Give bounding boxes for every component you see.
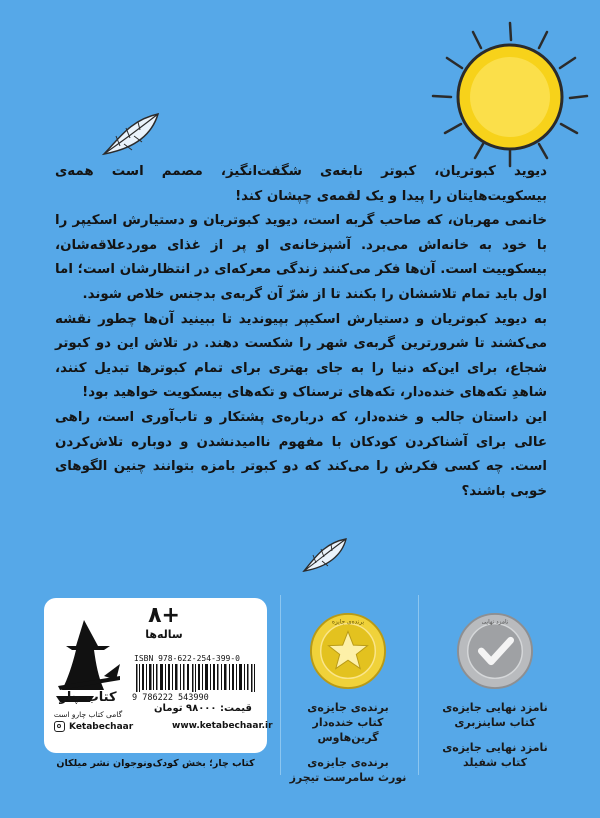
medal-label: نامزد نهایی (481, 619, 509, 626)
award-line: نامزد نهایی جایزه‌ی (442, 701, 548, 714)
website-link[interactable]: www.ketabechaar.ir (172, 721, 273, 731)
award-line: کتاب شفیلد (463, 756, 527, 769)
instagram-handle[interactable] (54, 721, 133, 732)
divider (280, 595, 281, 775)
checkmark-medal-icon (456, 612, 534, 690)
blurb-paragraph: این داستان جالب و خنده‌دار، که درباره‌ی پشتکار و تاب‌آوری است، راهی عالی برای آشناکردن کودکان با مفهوم ناامیدنشدن و دوباره تلاش‌کردن است. چه کسی فکرش را می‌کند که دو کبوتر بامزه بتوانند چنین الگوهای خوبی باشند؟ (55, 409, 547, 499)
divider (418, 595, 419, 775)
publisher-box (44, 598, 273, 753)
age-label: ساله‌ها (145, 628, 183, 641)
age-number: +۸ (148, 603, 180, 628)
barcode (134, 664, 258, 692)
award-line: برنده‌ی جایزه‌ی (307, 756, 389, 769)
award-greenhouse (283, 600, 413, 785)
price: قیمت: ۹۸۰۰۰ تومان (154, 703, 252, 714)
sun-illustration (415, 18, 600, 168)
blurb-paragraph: به دیوید کبوتریان و دستیارش اسکیپر بپیوندید تا ببینید آن‌ها چطور نقشه می‌کشند تا شرورترین گربه‌ی شهر را شکست دهند. در تلاش این دو کبوتر شجاع، برای این‌که دنیا را به جای بهتری برای تمام کبوترها تبدیل کنند، شاهدِ تکه‌های خنده‌دار، تکه‌های ترسناک و تکه‌های بیسکویت خواهید بود! (55, 311, 547, 401)
award-line: نامزد نهایی جایزه‌ی (442, 741, 548, 754)
award-line: برنده‌ی جایزه‌ی (307, 701, 389, 714)
isbn: ISBN 978-622-254-399-0 (134, 654, 240, 663)
feather-icon (300, 535, 350, 575)
blurb-paragraph: دیوید کبوتریان، کبوتر نابغه‌ی شگفت‌انگیز، مصمم است همه‌ی بیسکویت‌هایتان را پیدا و یک لقمه‌ی چپشان کند! (55, 164, 547, 204)
back-cover-blurb (55, 160, 547, 504)
award-sainsbury (430, 600, 560, 770)
imprint-line: کتاب چار؛ بخش کودک‌ونوجوان نشر میلکان (56, 758, 255, 769)
publisher-logo-subtitle: گامی کتاب چارو است (53, 710, 123, 719)
instagram-label: Ketabechaar (69, 721, 134, 732)
star-medal-icon (309, 612, 387, 690)
award-line: کتاب ساینزبری (454, 716, 536, 729)
award-line: نورث سامرست تیچرز (289, 771, 407, 784)
feather-icon (100, 110, 162, 158)
blurb-paragraph: خانمی مهربان، که صاحب گربه است، دیوید کبوتریان و دستیارش اسکیپر را با خود به خانه‌اش می‌برد. آشپزخانه‌ی او پر از غذای موردعلاقه‌شان، بیسکوییت است. آن‌ها فکر می‌کنند زندگی معرکه‌ای در انتظارشان است؛ اما اول باید تمام تلاششان را بکنند تا از شرّ آن گربه‌ی بدجنس خلاص شوند. (55, 213, 547, 302)
medal-label: برنده‌ی جایزه (331, 619, 365, 626)
award-line: کتاب خنده‌دار گرین‌هاوس (312, 716, 384, 744)
age-rating (134, 604, 194, 650)
instagram-icon (54, 721, 65, 732)
publisher-logo-title: کتاب چار (59, 690, 117, 705)
barcode-digits: 9 786222 543990 (132, 693, 209, 703)
